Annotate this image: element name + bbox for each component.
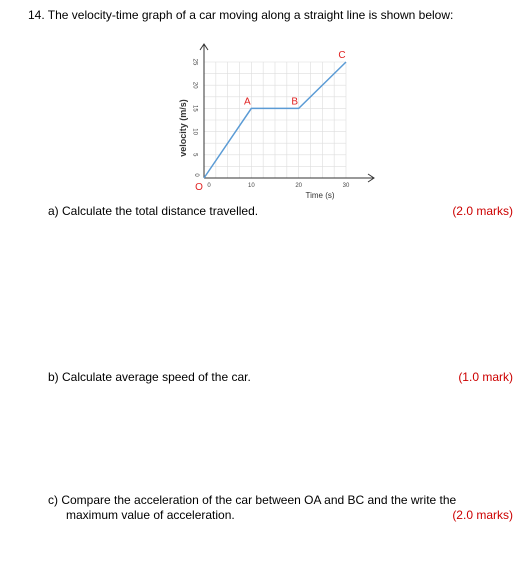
y-tick-label: 20	[191, 81, 198, 89]
part-a-marks: (2.0 marks)	[452, 204, 513, 218]
x-tick-label: 30	[342, 183, 350, 189]
y-tick-label: 15	[191, 105, 198, 112]
x-tick-label: 20	[295, 183, 303, 189]
velocity-time-graph	[160, 38, 390, 208]
y-tick-label: 10	[191, 128, 198, 135]
origin-point-label: O	[195, 182, 203, 193]
question-title: 14. The velocity-time graph of a car moving along a straight line is shown below:	[28, 8, 454, 22]
part-c-text-line1: c) Compare the acceleration of the car between OA and BC and the write the	[48, 493, 457, 507]
part-a-text: a) Calculate the total distance travelled.	[48, 204, 259, 218]
point-label-c: C	[338, 50, 346, 61]
origin-zero-label: 0	[193, 173, 199, 177]
y-axis-title: velocity (m/s)	[178, 99, 188, 157]
y-tick-label: 25	[191, 58, 198, 66]
part-c-text-line2: maximum value of acceleration.	[66, 508, 235, 522]
point-label-a: A	[243, 96, 251, 108]
point-label-b: B	[291, 96, 299, 108]
x-axis-title: Time (s)	[305, 191, 335, 200]
part-b-marks: (1.0 mark)	[458, 370, 513, 384]
part-b-text: b) Calculate average speed of the car.	[48, 370, 251, 384]
origin-zero-label: 0	[207, 183, 211, 189]
part-c-marks: (2.0 marks)	[452, 508, 513, 522]
y-tick-label: 5	[191, 153, 198, 157]
x-tick-label: 10	[247, 183, 255, 189]
